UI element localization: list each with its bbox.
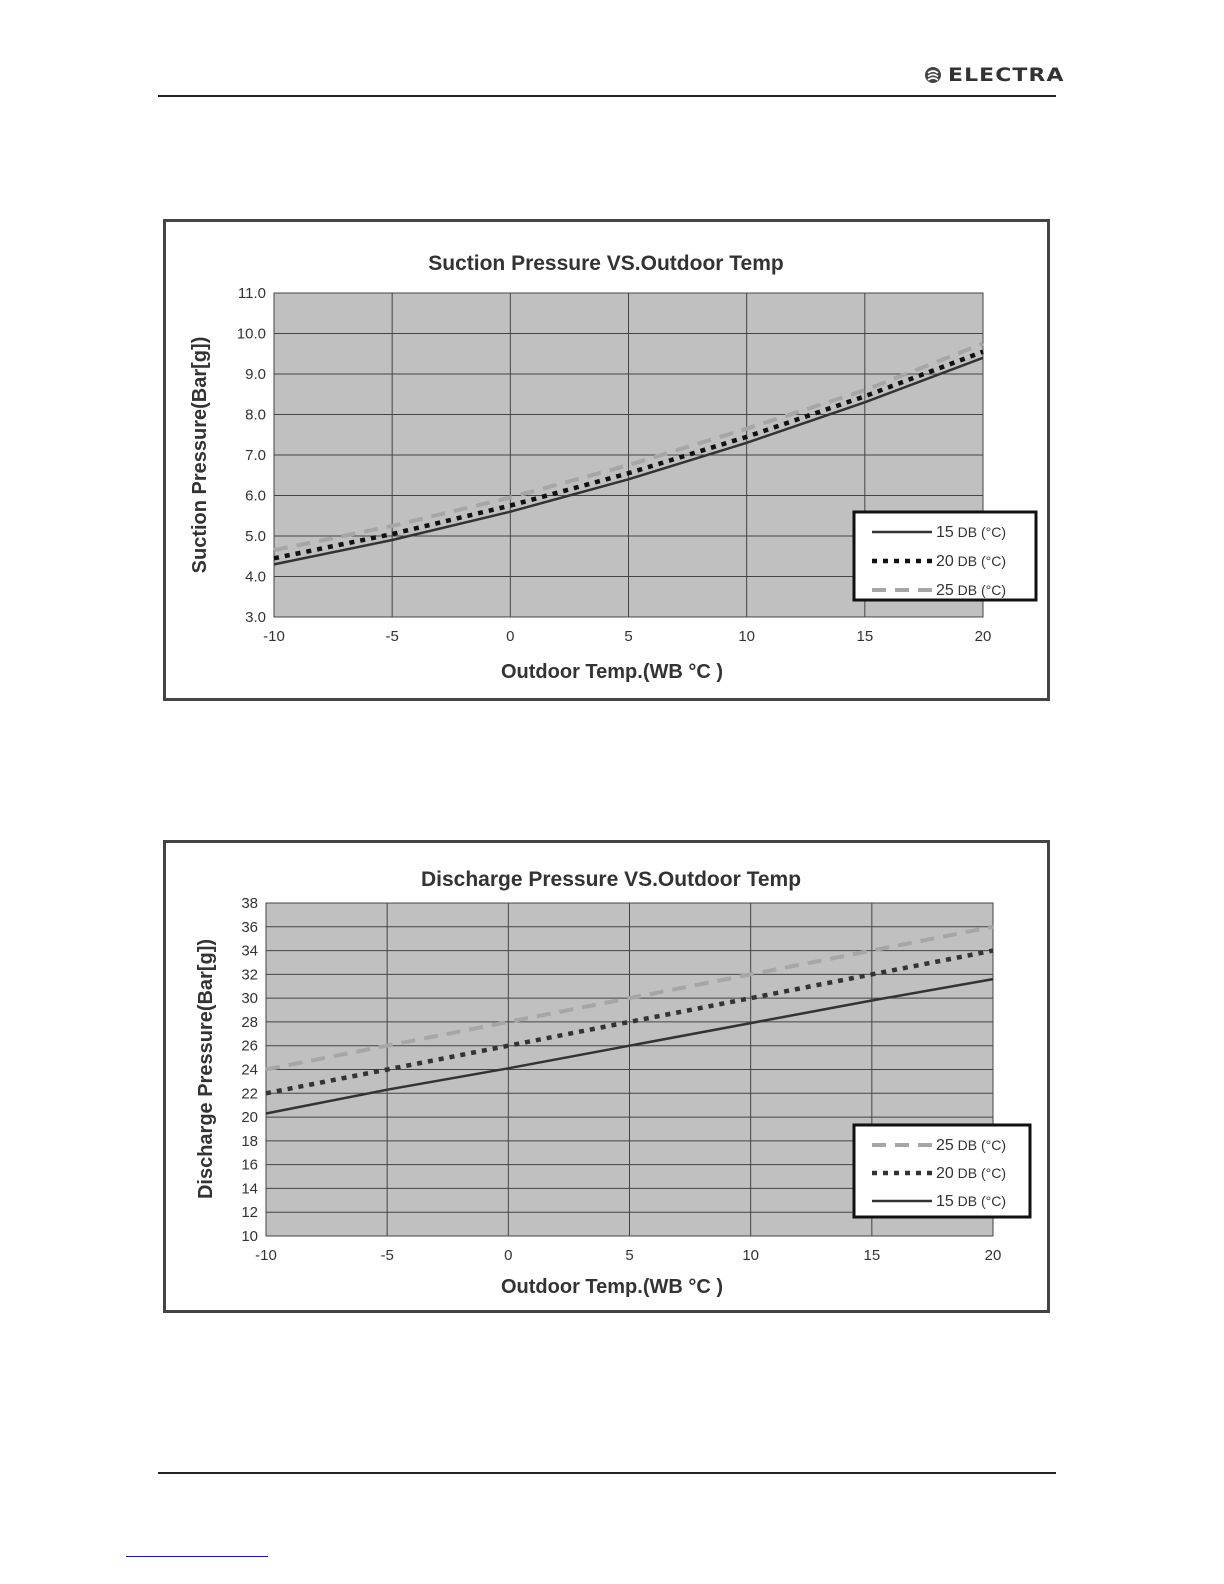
x-tick-label-2: 0: [506, 628, 515, 645]
x-tick-label-1: -5: [385, 628, 399, 645]
discharge-pressure-chart-svg: [166, 843, 1047, 1310]
legend-label-1: 20 DB (°C): [936, 1165, 1007, 1182]
y-tick-label-1: 4.0: [245, 568, 266, 586]
discharge-pressure-chart: [163, 840, 1050, 1313]
x-tick-label-4: 10: [738, 628, 756, 645]
y-tick-label-13: 36: [241, 918, 258, 936]
x-axis-title: Outdoor Temp.(WB °C ): [500, 1276, 724, 1298]
x-tick-label-6: 20: [974, 628, 992, 645]
x-tick-label-0: -10: [263, 628, 285, 645]
y-tick-label-4: 7.0: [245, 447, 266, 464]
y-tick-label-11: 32: [241, 966, 258, 984]
x-tick-label-4: 10: [742, 1247, 760, 1264]
legend-label-0: 15 DB (°C): [936, 524, 1007, 541]
y-tick-label-9: 28: [241, 1013, 258, 1031]
y-tick-label-5: 20: [241, 1109, 258, 1127]
y-tick-label-8: 11.0: [237, 285, 266, 302]
y-tick-label-6: 9.0: [245, 366, 266, 383]
legend-label-0: 25 DB (°C): [936, 1137, 1007, 1154]
legend-label-2: 15 DB (°C): [936, 1193, 1007, 1210]
legend-label-1: 20 DB (°C): [936, 553, 1007, 570]
chart-title: Suction Pressure VS.Outdoor Temp: [428, 252, 784, 275]
x-tick-label-1: -5: [380, 1247, 394, 1264]
y-tick-label-4: 18: [241, 1132, 258, 1150]
y-tick-label-8: 26: [241, 1037, 258, 1055]
x-tick-label-2: 0: [504, 1247, 513, 1264]
y-axis-title: Discharge Pressure(Bar[g]): [195, 938, 217, 1200]
x-tick-label-6: 20: [984, 1247, 1002, 1264]
footer-link-rule: [126, 1556, 268, 1557]
electra-logo-icon: [924, 66, 942, 84]
x-tick-label-5: 15: [863, 1247, 881, 1264]
x-axis-title: Outdoor Temp.(WB °C ): [500, 661, 724, 683]
x-tick-label-3: 5: [624, 628, 633, 645]
y-axis-title: Suction Pressure(Bar[g]): [189, 336, 211, 574]
y-tick-label-1: 12: [241, 1204, 258, 1222]
y-tick-label-3: 16: [241, 1156, 258, 1174]
suction-pressure-chart-svg: [166, 222, 1047, 698]
brand-name: ELECTRA: [948, 64, 1065, 86]
y-tick-label-10: 30: [241, 990, 258, 1008]
chart-title: Discharge Pressure VS.Outdoor Temp: [420, 868, 802, 891]
y-tick-label-14: 38: [241, 895, 258, 912]
y-tick-label-6: 22: [241, 1085, 258, 1103]
y-tick-label-0: 3.0: [245, 609, 266, 626]
y-tick-label-5: 8.0: [245, 406, 266, 424]
y-tick-label-2: 14: [241, 1180, 258, 1198]
header-rule: [158, 95, 1056, 97]
y-tick-label-0: 10: [241, 1228, 258, 1245]
x-tick-label-3: 5: [625, 1247, 634, 1264]
x-tick-label-5: 15: [856, 628, 874, 645]
y-tick-label-7: 10.0: [236, 325, 266, 343]
x-tick-label-0: -10: [255, 1247, 277, 1264]
y-tick-label-2: 5.0: [245, 528, 266, 545]
legend-label-2: 25 DB (°C): [936, 582, 1007, 599]
y-tick-label-3: 6.0: [245, 487, 266, 505]
suction-pressure-chart: [163, 219, 1050, 701]
footer-rule: [158, 1472, 1056, 1474]
brand-logo: [924, 62, 1065, 88]
y-tick-label-7: 24: [241, 1061, 258, 1079]
y-tick-label-12: 34: [241, 942, 258, 960]
